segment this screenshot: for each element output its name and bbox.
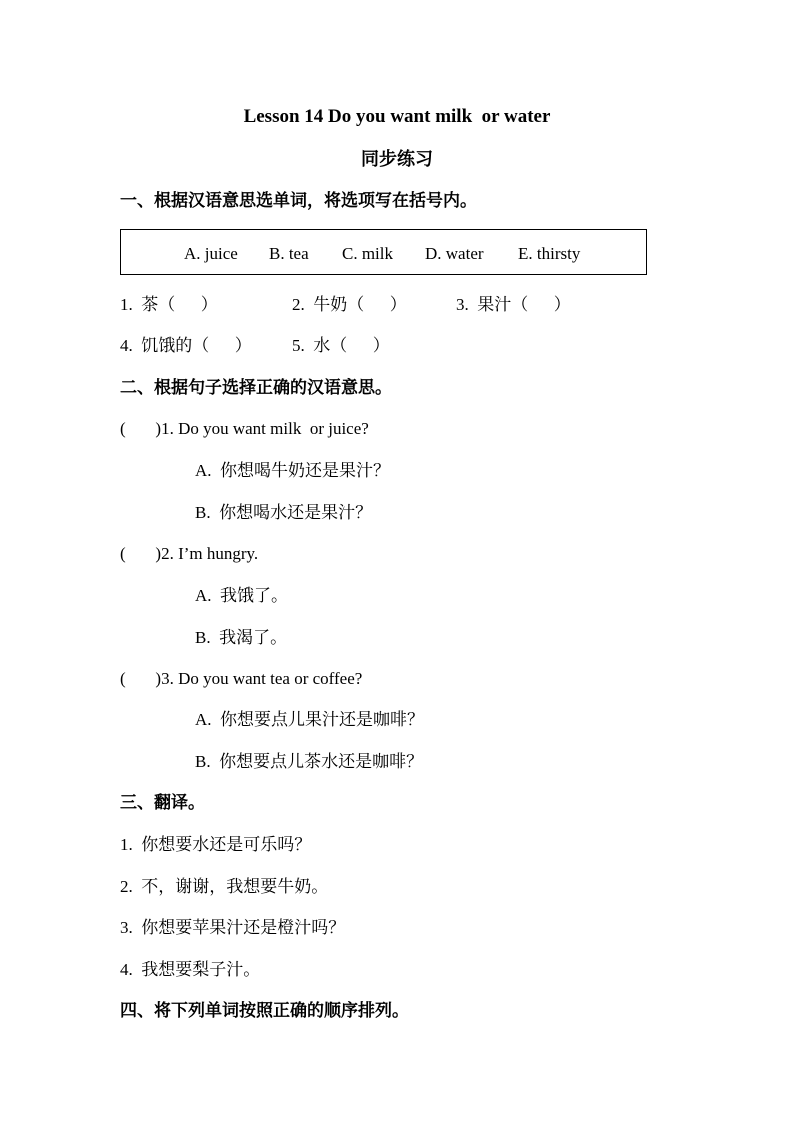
section4-heading: 四、将下列单词按照正确的顺序排列。 bbox=[120, 1001, 409, 1020]
section1-item-2: 2. 牛奶（ ） bbox=[292, 295, 407, 314]
section3-item-3: 3. 你想要苹果汁还是橙汁吗？ bbox=[120, 918, 346, 937]
section2-heading: 二、根据句子选择正确的汉语意思。 bbox=[120, 378, 392, 397]
section3-item-4: 4. 我想要梨子汁。 bbox=[120, 960, 261, 979]
section2-question-2: ( )2. I’m hungry. bbox=[120, 544, 259, 563]
section2-question-1: ( )1. Do you want milk or juice? bbox=[120, 419, 369, 438]
option-b: B. tea bbox=[269, 244, 309, 263]
section3-heading: 三、翻译。 bbox=[120, 793, 205, 812]
section3-item-1: 1. 你想要水还是可乐吗？ bbox=[120, 835, 312, 854]
section2-q1-option-b: B. 你想喝水还是果汁？ bbox=[195, 503, 373, 522]
section1-item-5: 5. 水（ ） bbox=[292, 336, 390, 355]
section2-q1-option-a: A. 你想喝牛奶还是果汁？ bbox=[195, 461, 391, 480]
section1-item-3: 3. 果汁（ ） bbox=[456, 295, 571, 314]
section2-q3-option-a: A. 你想要点儿果汁还是咖啡？ bbox=[195, 710, 425, 729]
section1-item-1: 1. 茶（ ） bbox=[120, 295, 218, 314]
worksheet-subtitle: 同步练习 bbox=[361, 149, 433, 169]
option-a: A. juice bbox=[184, 244, 238, 263]
section2-q2-option-b: B. 我渴了。 bbox=[195, 628, 288, 647]
option-e: E. thirsty bbox=[518, 244, 581, 263]
section3-item-2: 2. 不，谢谢，我想要牛奶。 bbox=[120, 877, 329, 896]
section2-question-3: ( )3. Do you want tea or coffee? bbox=[120, 669, 363, 688]
option-c: C. milk bbox=[342, 244, 394, 263]
section2-q3-option-b: B. 你想要点儿茶水还是咖啡？ bbox=[195, 752, 424, 771]
word-options-box bbox=[120, 229, 647, 275]
section1-heading: 一、根据汉语意思选单词，将选项写在括号内。 bbox=[120, 191, 477, 210]
lesson-title: Lesson 14 Do you want milk or water bbox=[243, 106, 551, 127]
section1-item-4: 4. 饥饿的（ ） bbox=[120, 336, 252, 355]
section2-q2-option-a: A. 我饿了。 bbox=[195, 586, 289, 605]
option-d: D. water bbox=[425, 244, 484, 263]
